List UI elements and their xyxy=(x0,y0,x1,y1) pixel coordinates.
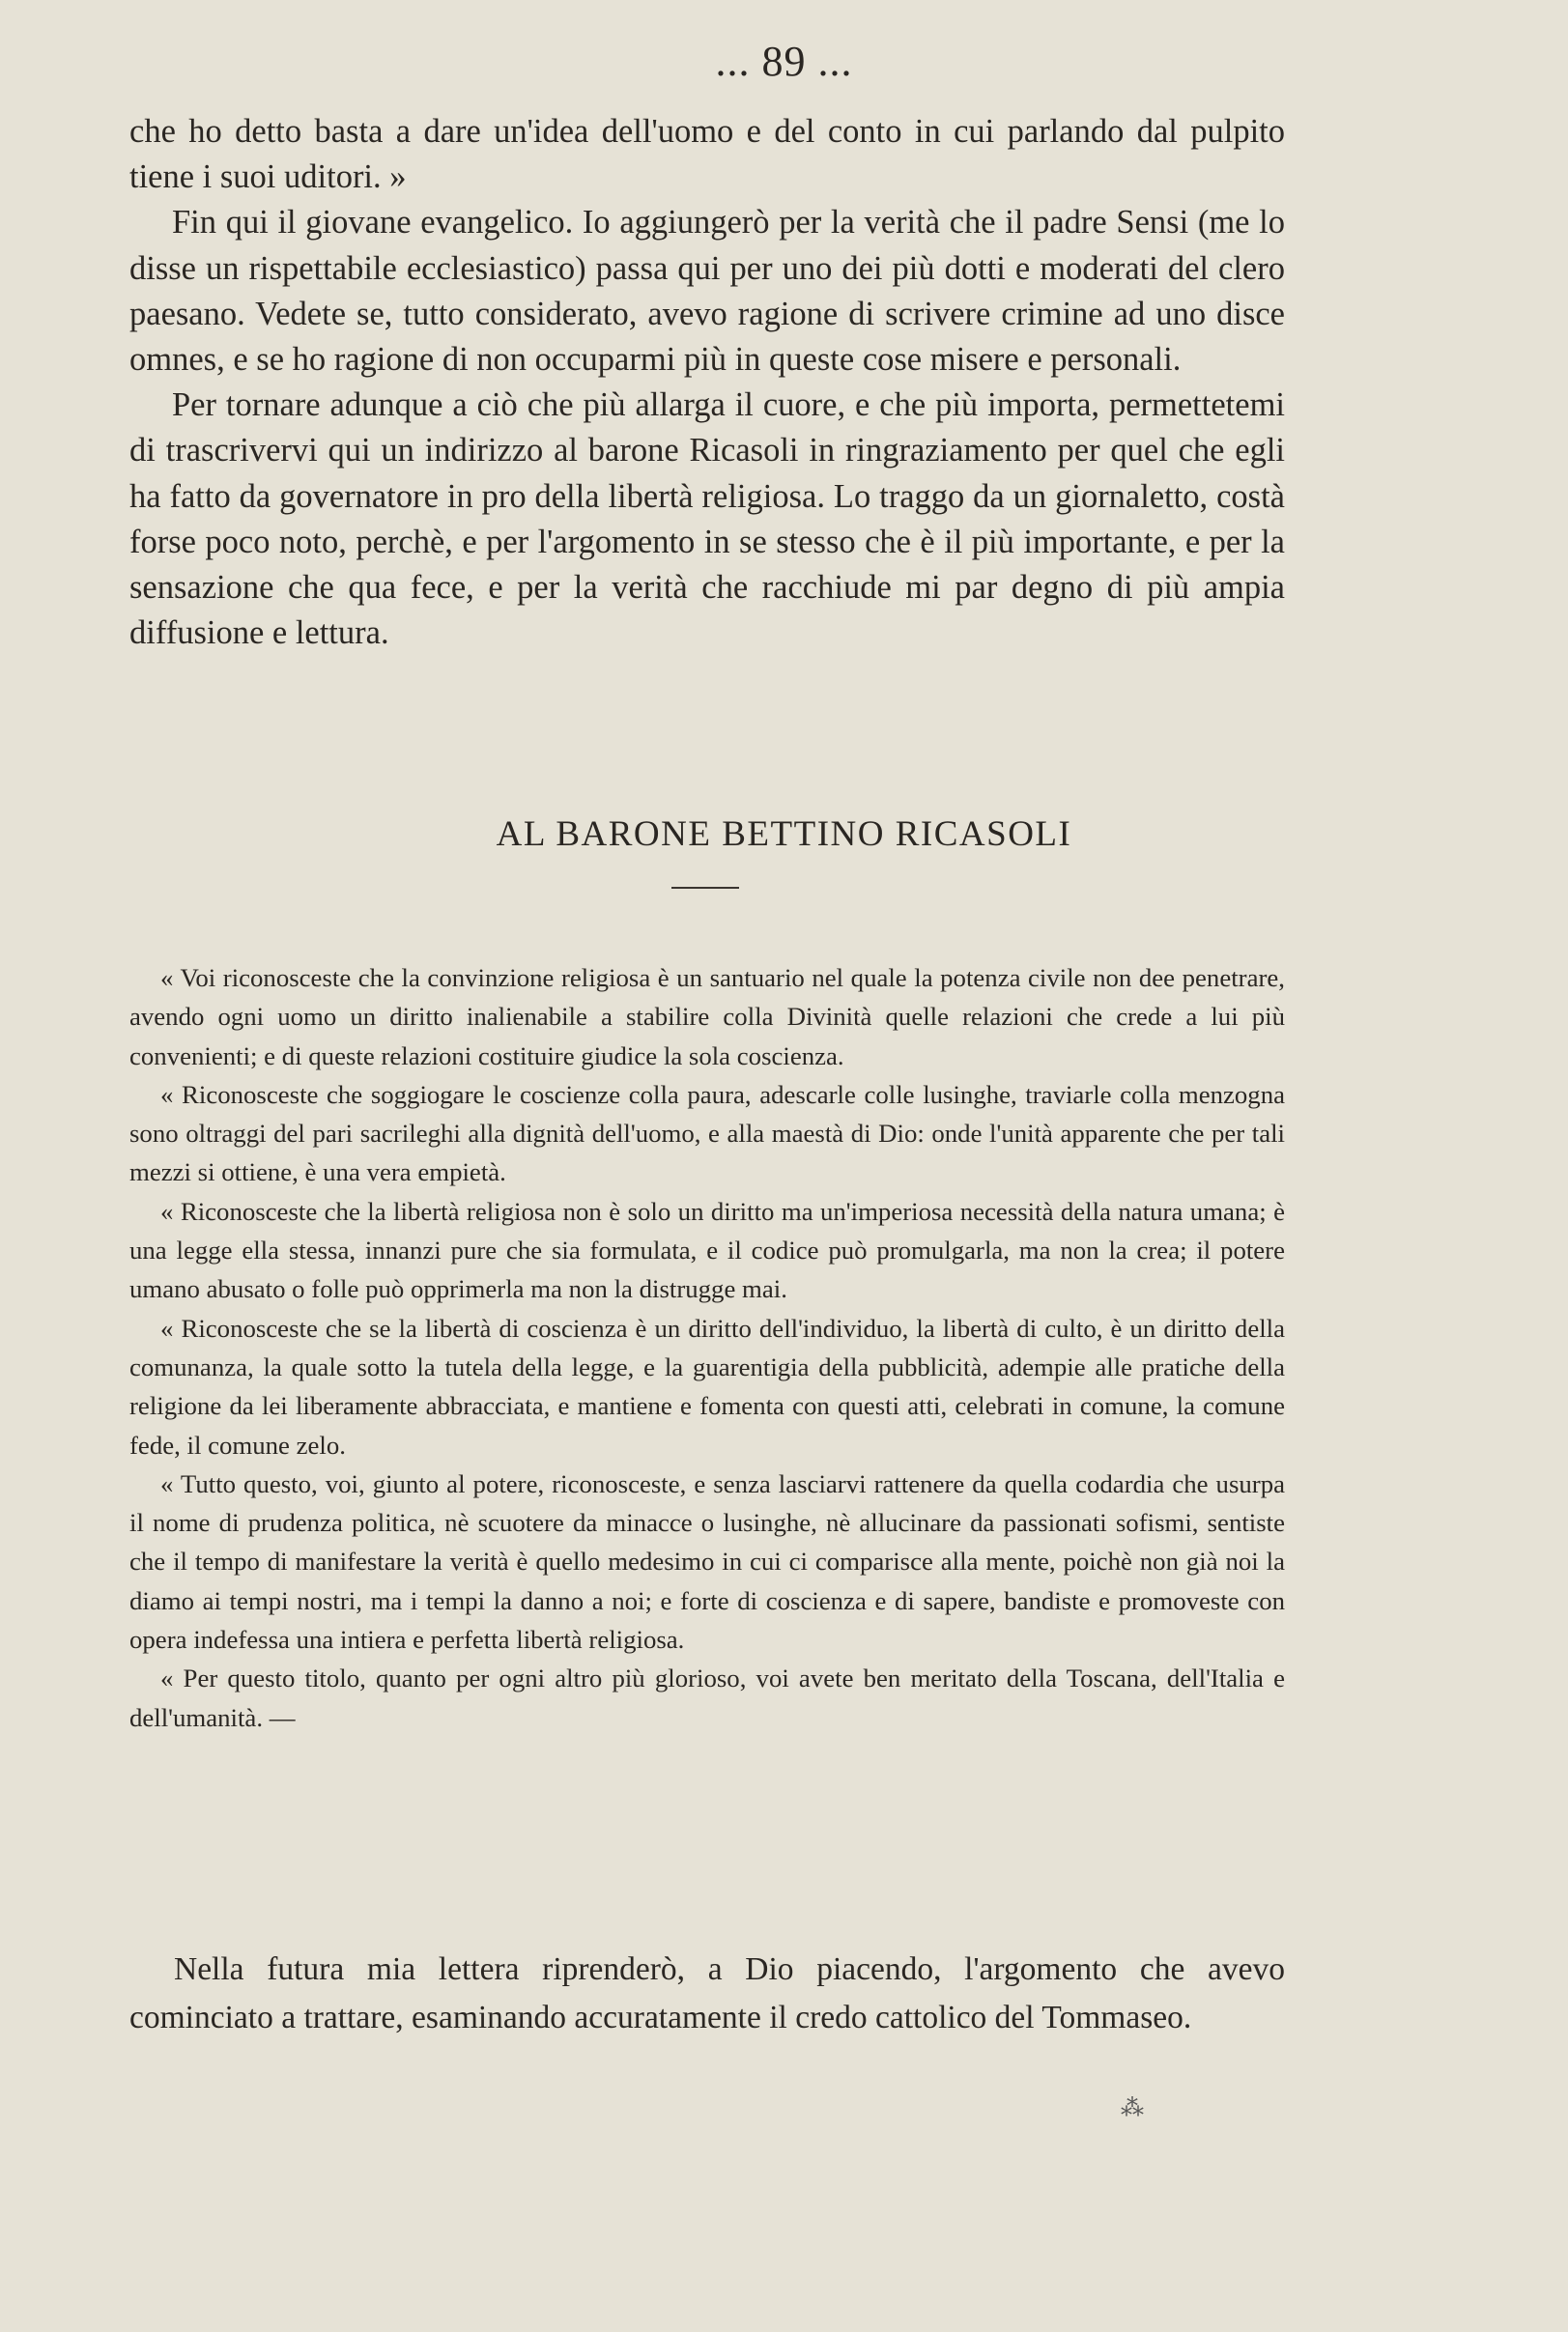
main-text xyxy=(129,109,1285,656)
letter-paragraph: « Riconosceste che soggiogare le coscienze colla paura, adescarle colle lusinghe, traviarle colla menzogna sono oltraggi del pari sacrileghi alla dignità dell'uomo, e alla maestà di Dio: onde l'unità apparente che per tali mezzi si ottiene, è una vera empietà. xyxy=(129,1079,1285,1187)
letter-paragraph: « Voi riconosceste che la convinzione religiosa è un santuario nel quale la potenza civile non dee penetrare, avendo ogni uomo un diritto inalienabile a stabilire colla Divinità quelle relazioni che crede a lui più convenienti; e di queste relazioni costituire giudice la sola coscienza. xyxy=(129,963,1285,1070)
letter-paragraph: « Per questo titolo, quanto per ogni altro più glorioso, voi avete ben meritato della Toscana, dell'Italia e dell'umanità. — xyxy=(129,1664,1285,1732)
closing-paragraph: Nella futura mia lettera riprenderò, a Dio piacendo, l'argomento che avevo cominciato a trattare, esaminando accuratamente il credo cattolico del Tommaseo. xyxy=(129,1951,1285,2035)
heading-rule xyxy=(671,887,739,889)
letter-paragraph: « Tutto questo, voi, giunto al potere, riconosceste, e senza lasciarvi rattenere da quella codardia che usurpa il nome di prudenza politica, nè scuotere da minacce o lusinghe, nè allucinare da passionati sofismi, sentiste che il tempo di manifestare la verità è quello medesimo in cui ci comparisce alla mente, poichè non già noi la diamo ai tempi nostri, ma i tempi la danno a noi; e forte di coscienza e di sapere, bandiste e promoveste con opera indefessa una intiera e perfetta libertà religiosa. xyxy=(129,1468,1285,1655)
paragraph: Per tornare adunque a ciò che più allarga il cuore, e che più importa, permettetemi di trascrivervi qui un indirizzo al barone Ricasoli in ringraziamento per quel che egli ha fatto da governatore in pro della libertà religiosa. Lo traggo da un giornaletto, costà forse poco noto, perchè, e per l'argomento in se stesso che è il più importante, e per la sensazione che qua fece, e per la verità che racchiude mi par degno di più ampia diffusione e lettura. xyxy=(129,386,1285,652)
closing-text xyxy=(129,1946,1285,2042)
paragraph-continuation: che ho detto basta a dare un'idea dell'uomo e del conto in cui parlando dal pulpito tiene i suoi uditori. » xyxy=(129,113,1285,196)
page-number: ... 89 ... xyxy=(715,38,853,85)
end-ornament: ⁂ xyxy=(1121,2096,1144,2121)
letter-paragraph: « Riconosceste che la libertà religiosa non è solo un diritto ma un'imperiosa necessità della natura umana; è una legge ella stessa, innanzi pure che sia formulata, e il codice può promulgarla, ma non la crea; il potere umano abusato o folle può opprimerla ma non la distrugge mai. xyxy=(129,1196,1285,1304)
paragraph: Fin qui il giovane evangelico. Io aggiungerò per la verità che il padre Sensi (me lo disse un rispettabile ecclesiastico) passa qui per uno dei più dotti e moderati del clero paesano. Vedete se, tutto considerato, avevo ragione di scrivere crimine ad uno disce omnes, e se ho ragione di non occuparmi più in queste cose misere e personali. xyxy=(129,204,1285,379)
letter-paragraph: « Riconosceste che se la libertà di coscienza è un diritto dell'individuo, la libertà di culto, è un diritto della comunanza, la quale sotto la tutela della legge, e la guarentigia della pubblicità, adempie alle pratiche della religione da lei liberamente abbracciata, e mantiene e fomenta con questi atti, celebrati in comune, la comune fede, il comune zelo. xyxy=(129,1313,1285,1460)
letter-text xyxy=(129,958,1285,1737)
section-heading: AL BARONE BETTINO RICASOLI xyxy=(496,814,1072,854)
